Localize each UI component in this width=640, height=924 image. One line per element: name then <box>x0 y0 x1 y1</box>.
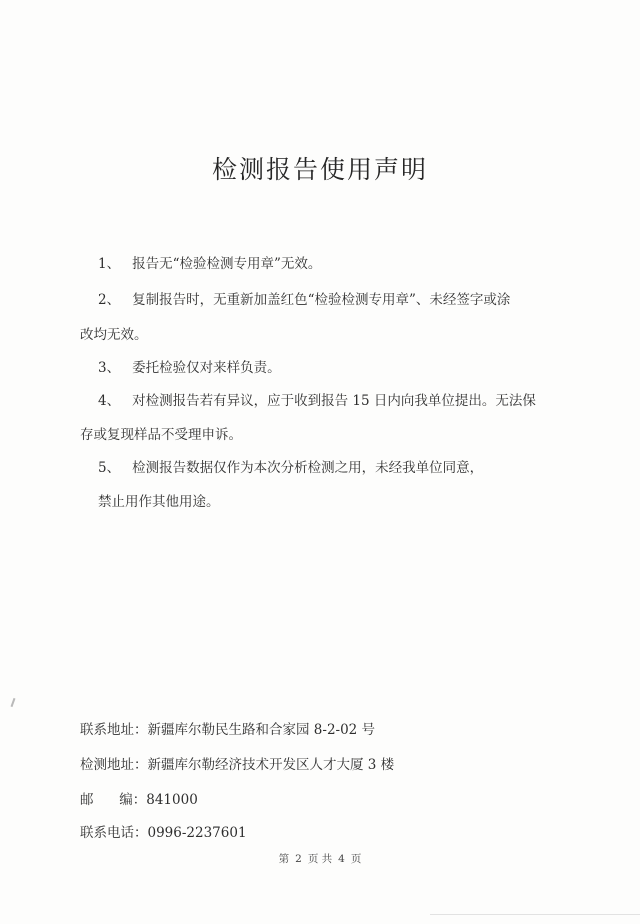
total-pages: 4 <box>338 853 345 865</box>
contact-address-value: 新疆库尔勒民生路和合家园 8-2-02 号 <box>147 722 376 738</box>
clause-number: 5、 <box>98 460 121 476</box>
clause-text: 对检测报告若有异议，应于收到报告 15 日内向我单位提出。无法保 <box>132 393 536 409</box>
lab-address-value: 新疆库尔勒经济技术开发区人才大厦 3 楼 <box>147 757 395 773</box>
clause-5-continuation: 禁止用作其他用途。 <box>98 494 220 510</box>
clause-number: 3、 <box>98 360 121 376</box>
clause-text: 检测报告数据仅作为本次分析检测之用，未经我单位同意， <box>132 460 484 476</box>
clause-text: 复制报告时，无重新加盖红色“检验检测专用章”、未经签字或涂 <box>132 292 511 308</box>
contact-address-label: 联系地址： <box>80 722 148 738</box>
clause-number: 2、 <box>98 292 121 308</box>
page-counter-suffix: 页 <box>350 853 362 865</box>
clause-text: 报告无“检验检测专用章”无效。 <box>132 256 322 272</box>
clause-number: 1、 <box>98 256 121 272</box>
clause-number: 4、 <box>98 393 121 409</box>
clause-5 <box>98 456 483 476</box>
clause-1 <box>98 252 321 272</box>
clause-3 <box>98 356 281 376</box>
lab-address <box>80 753 394 773</box>
page-counter <box>0 851 640 866</box>
postcode <box>80 788 198 808</box>
lab-address-label: 检测地址： <box>80 757 148 773</box>
postcode-label: 邮 编： <box>80 792 147 808</box>
phone-value: 0996-2237601 <box>147 825 247 841</box>
scan-speck <box>11 698 16 707</box>
current-page: 2 <box>295 853 302 865</box>
clause-2 <box>98 288 510 308</box>
postcode-value: 841000 <box>146 792 198 808</box>
clause-2-continuation: 改均无效。 <box>80 327 148 343</box>
page-counter-middle: 页 共 <box>307 853 333 865</box>
contact-address <box>80 718 375 738</box>
page-counter-prefix: 第 <box>278 853 290 865</box>
clause-4-continuation: 存或复现样品不受理申诉。 <box>80 427 242 443</box>
clause-text: 委托检验仅对来样负责。 <box>132 360 281 376</box>
document-title: 检测报告使用声明 <box>211 155 428 184</box>
phone-label: 联系电话： <box>80 825 148 841</box>
scan-edge <box>430 914 640 915</box>
phone <box>80 821 247 841</box>
clause-4 <box>98 389 536 409</box>
